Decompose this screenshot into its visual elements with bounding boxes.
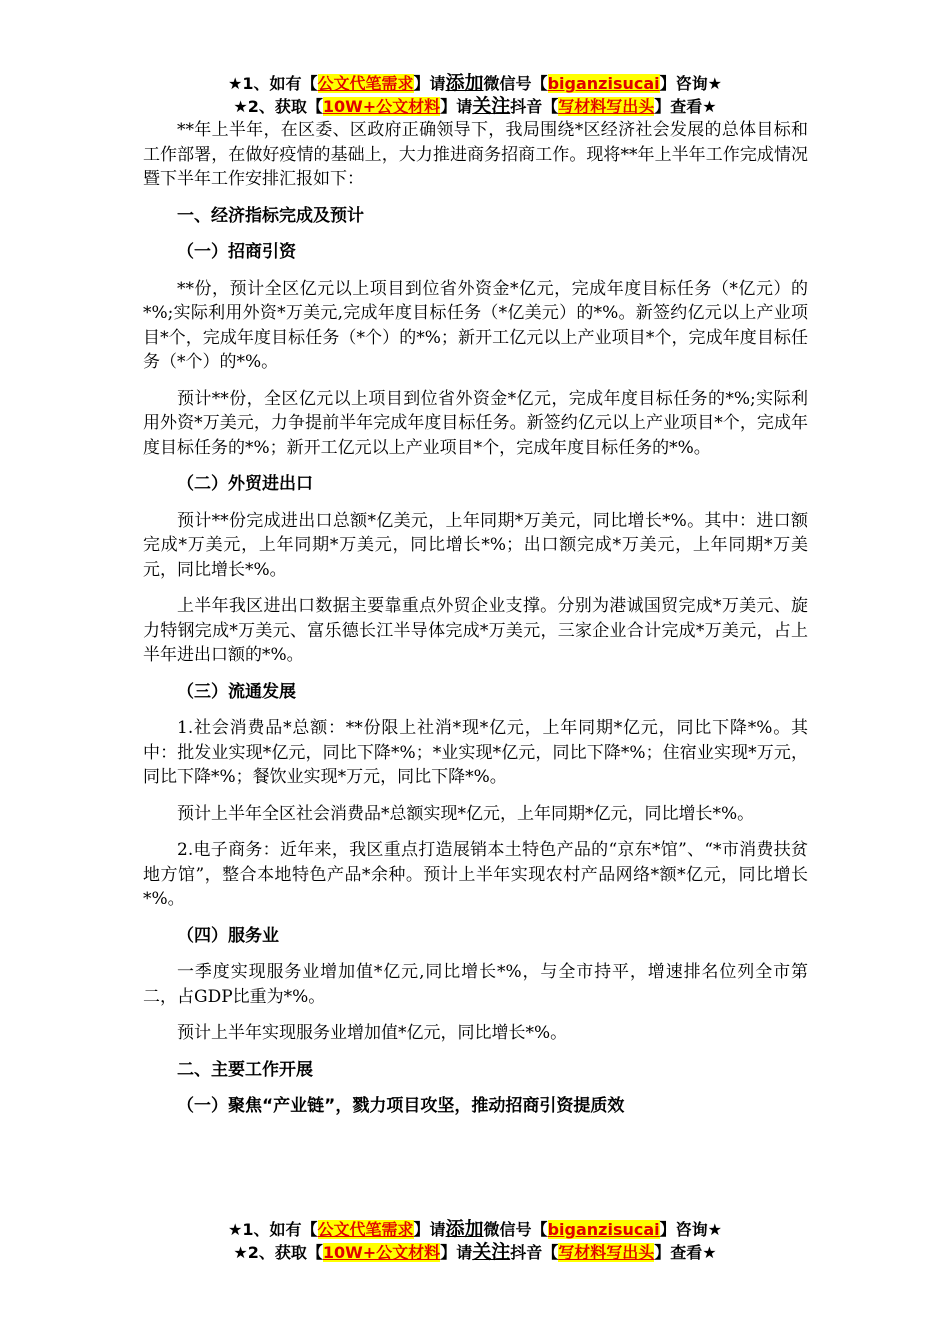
banner-text: 】查看★: [654, 1243, 717, 1262]
section-heading: 一、经济指标完成及预计: [177, 205, 364, 226]
banner-text: ★1、如有【: [228, 1220, 318, 1239]
banner-text: ★2、获取【: [233, 1243, 323, 1262]
body-paragraph: 预计上半年实现服务业增加值*亿元，同比增长*%。: [177, 1023, 568, 1043]
footer-banner-line-2: [0, 1241, 950, 1264]
banner-douyin-name: 写材料写出头: [558, 1243, 655, 1262]
banner-text: 微信号【: [483, 74, 548, 93]
section-heading: 二、主要工作开展: [177, 1059, 313, 1080]
banner-highlight: 公文代笔需求: [317, 74, 414, 93]
banner-text: ★2、获取【: [233, 97, 323, 116]
banner-emphasis: 添加: [445, 1218, 484, 1240]
banner-highlight: 公文代笔需求: [317, 1220, 414, 1239]
header-banner-line-1: [0, 72, 950, 95]
subsection-heading: （一）招商引资: [177, 242, 296, 262]
banner-text: 】查看★: [654, 97, 717, 116]
header-banner-line-2: [0, 95, 950, 118]
body-paragraph: **份，预计全区亿元以上项目到位省外资金*亿元，完成年度目标任务（*亿元）的*%;实际利用外资*万美元,完成年度目标任务（*亿美元）的*%。新签约亿元以上产业项目*个，完成年度目标任务（*个）的*%；新开工亿元以上产业项目*个，完成年度目标任务（*个）的*%。: [143, 278, 808, 372]
subsection-heading: （三）流通发展: [177, 681, 296, 702]
intro-paragraph: **年上半年，在区委、区政府正确领导下，我局围绕*区经济社会发展的总体目标和工作部署，在做好疫情的基础上，大力推进商务招商工作。现将**年上半年工作完成情况暨下半年工作安排汇报如下：: [143, 120, 808, 189]
banner-highlight: 10W+公文材料: [322, 97, 441, 116]
body-paragraph: 一季度实现服务业增加值*亿元,同比增长*%，与全市持平，增速排名位列全市第二，占GDP比重为*%。: [143, 962, 808, 1007]
banner-text: 】请: [440, 97, 473, 116]
subsection-heading: （二）外贸进出口: [177, 474, 313, 494]
banner-emphasis: 关注: [472, 1241, 511, 1263]
body-paragraph: 1.社会消费品*总额：**份限上社消*现*亿元，上年同期*亿元，同比下降*%。其中：批发业实现*亿元，同比下降*%；*业实现*亿元，同比下降*%；住宿业实现*万元，同比下降*%；餐饮业实现*万元，同比下降*%。: [143, 718, 808, 787]
banner-text: 】请: [413, 74, 446, 93]
banner-text: 抖音【: [510, 1243, 559, 1262]
body-paragraph: 预计上半年全区社会消费品*总额实现*亿元，上年同期*亿元，同比增长*%。: [177, 803, 755, 824]
subsection-heading: （一）聚焦“产业链”，戮力项目攻坚，推动招商引资提质效: [177, 1096, 625, 1116]
banner-text: 】请: [440, 1243, 473, 1262]
banner-highlight: 10W+公文材料: [322, 1243, 441, 1262]
body-paragraph: 预计**份，全区亿元以上项目到位省外资金*亿元，完成年度目标任务的*%;实际利用外资*万美元，力争提前半年完成年度目标任务。新签约亿元以上产业项目*个，完成年度目标任务的*%；新开工亿元以上产业项目*个，完成年度目标任务的*%。: [143, 388, 808, 458]
banner-douyin-name: 写材料写出头: [558, 97, 655, 116]
banner-text: 】咨询★: [659, 1220, 722, 1239]
subsection-heading: （四）服务业: [177, 925, 279, 946]
banner-wechat-id: biganzisucai: [547, 1220, 660, 1239]
banner-emphasis: 添加: [445, 72, 484, 94]
body-paragraph: 预计**份完成进出口总额*亿美元，上年同期*万美元，同比增长*%。其中：进口额完成*万美元，上年同期*万美元，同比增长*%；出口额完成*万美元，上年同期*万美元，同比增长*%。: [143, 510, 808, 580]
banner-text: 微信号【: [483, 1220, 548, 1239]
banner-text: 抖音【: [510, 97, 559, 116]
banner-text: 】咨询★: [659, 74, 722, 93]
body-paragraph: 上半年我区进出口数据主要靠重点外贸企业支撑。分别为港诚国贸完成*万美元、旋力特钢完成*万美元、富乐德长江半导体完成*万美元，三家企业合计完成*万美元，占上半年进出口额的*%。: [143, 596, 808, 665]
document-body: [143, 118, 808, 1131]
banner-emphasis: 关注: [472, 95, 511, 117]
footer-banner-line-1: [0, 1218, 950, 1241]
banner-text: 】请: [413, 1220, 446, 1239]
banner-text: ★1、如有【: [228, 74, 318, 93]
body-paragraph: 2.电子商务：近年来，我区重点打造展销本土特色产品的“京东*馆”、“*市消费扶贫地方馆”，整合本地特色产品*余种。预计上半年实现农村产品网络*额*亿元，同比增长*%。: [143, 840, 808, 909]
banner-wechat-id: biganzisucai: [547, 74, 660, 93]
